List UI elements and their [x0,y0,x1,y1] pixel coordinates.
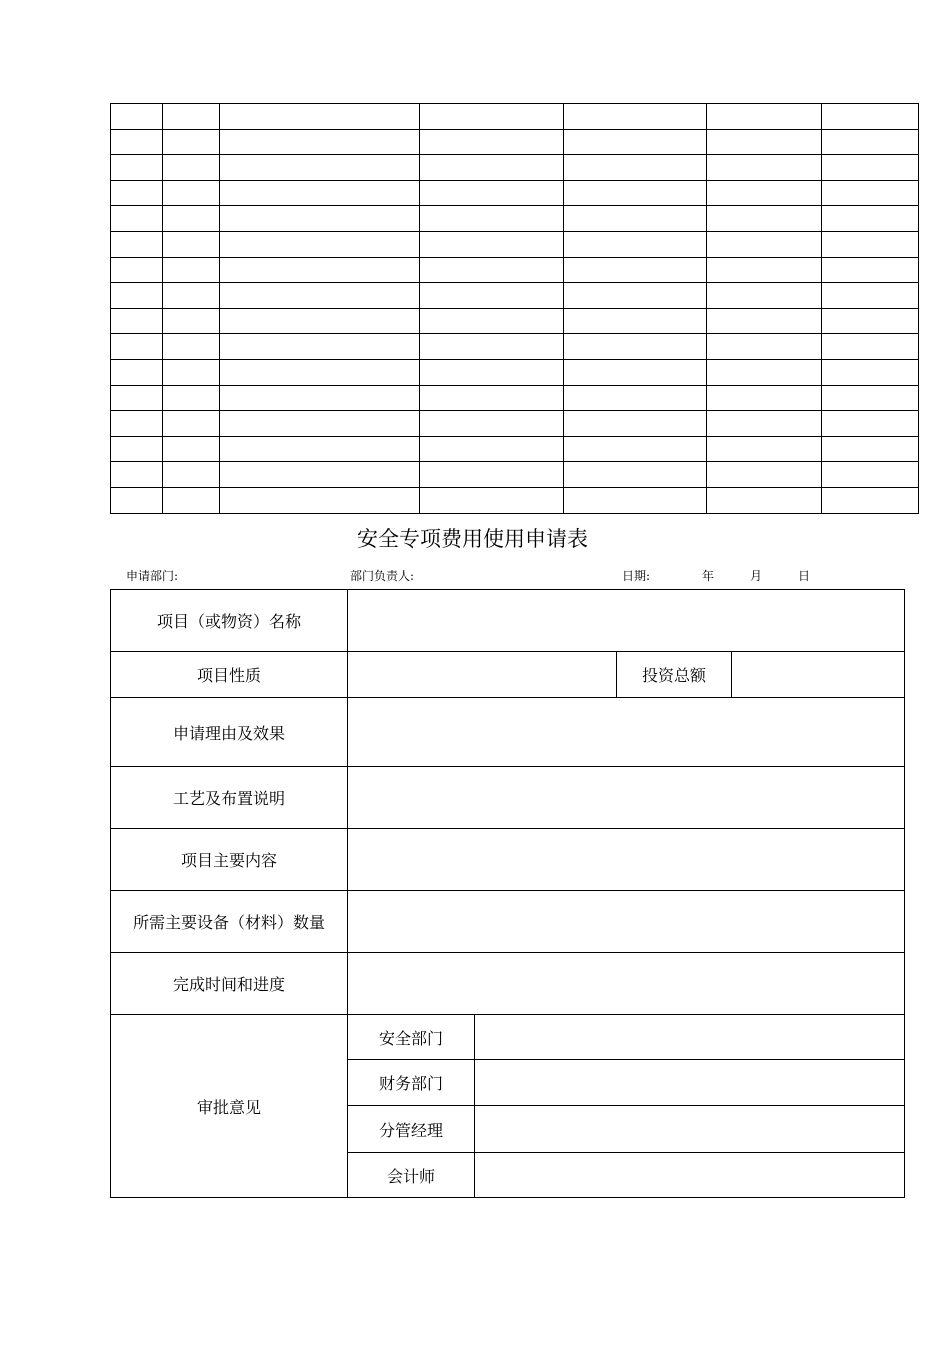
blank-grid-cell [707,359,822,385]
blank-grid-cell [707,180,822,206]
approver-accountant-label: 会计师 [348,1153,475,1198]
blank-grid-cell [822,180,919,206]
blank-grid-cell [564,334,707,360]
dept-head-label: 部门负责人: [350,569,415,583]
blank-grid-cell [707,231,822,257]
blank-grid-cell [420,334,564,360]
blank-grid-cell [822,104,919,130]
blank-grid-cell [822,283,919,309]
blank-grid-cell [163,104,220,130]
blank-grid-cell [111,385,163,411]
blank-grid-cell [163,385,220,411]
blank-grid-cell [163,359,220,385]
blank-grid-cell [707,283,822,309]
blank-grid-cell [220,129,420,155]
blank-grid-cell [564,206,707,232]
blank-grid-cell [111,104,163,130]
date-day-label: 日 [798,569,811,583]
blank-grid-cell [220,180,420,206]
approver-manager-field[interactable] [475,1106,905,1153]
blank-grid-cell [420,308,564,334]
blank-grid-cell [420,257,564,283]
blank-grid-cell [707,206,822,232]
date-label: 日期: [622,569,651,583]
blank-grid-row [111,231,919,257]
blank-grid-cell [822,334,919,360]
form-title: 安全专项费用使用申请表 [357,527,588,551]
project-name-label: 项目（或物资）名称 [111,590,348,652]
blank-grid-cell [822,487,919,513]
blank-grid-cell [822,206,919,232]
applicant-dept-label: 申请部门: [126,569,179,583]
blank-grid-cell [822,436,919,462]
schedule-label: 完成时间和进度 [111,953,348,1015]
blank-grid-cell [111,308,163,334]
blank-grid-cell [111,436,163,462]
blank-grid-row [111,462,919,488]
schedule-field[interactable] [348,953,905,1015]
reason-field[interactable] [348,698,905,767]
blank-grid-cell [564,359,707,385]
blank-grid-cell [564,129,707,155]
blank-grid-cell [822,155,919,181]
blank-grid-cell [420,104,564,130]
blank-grid-cell [163,231,220,257]
blank-grid-cell [707,155,822,181]
blank-grid-cell [420,180,564,206]
blank-grid-cell [420,487,564,513]
approver-manager-label: 分管经理 [348,1106,475,1153]
blank-grid-cell [163,129,220,155]
blank-grid-cell [822,257,919,283]
blank-grid-cell [420,283,564,309]
approver-finance-label: 财务部门 [348,1060,475,1106]
blank-grid-cell [220,359,420,385]
blank-grid-cell [111,411,163,437]
blank-grid-cell [111,462,163,488]
blank-grid-cell [163,180,220,206]
blank-grid-cell [220,385,420,411]
blank-grid-cell [111,359,163,385]
blank-grid-row [111,308,919,334]
blank-grid-cell [707,257,822,283]
blank-grid-cell [707,385,822,411]
blank-grid-cell [822,359,919,385]
blank-grid-cell [111,487,163,513]
blank-grid-cell [707,308,822,334]
blank-grid-cell [163,283,220,309]
blank-grid-cell [220,231,420,257]
blank-grid-cell [163,411,220,437]
blank-grid-cell [163,257,220,283]
reason-label: 申请理由及效果 [111,698,348,767]
blank-grid-cell [564,436,707,462]
blank-grid-cell [420,385,564,411]
blank-grid-cell [220,487,420,513]
blank-grid-cell [220,257,420,283]
blank-grid-cell [220,206,420,232]
blank-grid-cell [163,308,220,334]
blank-grid-cell [163,334,220,360]
date-year-label: 年 [702,569,715,583]
content-field[interactable] [348,829,905,891]
blank-grid-row [111,359,919,385]
blank-grid-row [111,411,919,437]
blank-grid-cell [111,129,163,155]
blank-grid-row [111,104,919,130]
date-month-label: 月 [750,569,763,583]
approver-accountant-field[interactable] [475,1153,905,1198]
blank-grid-cell [822,411,919,437]
blank-grid-cell [564,385,707,411]
blank-grid-cell [220,334,420,360]
blank-grid-cell [707,436,822,462]
project-nature-field[interactable] [348,652,617,698]
blank-grid-cell [220,411,420,437]
blank-grid-cell [564,462,707,488]
blank-grid-cell [163,487,220,513]
blank-grid-cell [220,436,420,462]
blank-grid-cell [564,308,707,334]
blank-grid-row [111,436,919,462]
equipment-field[interactable] [348,891,905,953]
blank-grid-row [111,257,919,283]
blank-grid-cell [163,436,220,462]
total-investment-field[interactable] [732,652,905,698]
blank-grid-cell [220,283,420,309]
blank-grid-cell [220,104,420,130]
blank-grid-cell [420,359,564,385]
blank-grid-cell [707,104,822,130]
blank-grid-cell [564,104,707,130]
blank-grid-cell [163,206,220,232]
blank-grid-cell [564,231,707,257]
application-form-table [110,589,905,1198]
project-name-field[interactable] [348,590,905,652]
content-label: 项目主要内容 [111,829,348,891]
blank-grid-cell [420,206,564,232]
blank-grid-cell [111,334,163,360]
blank-grid-cell [111,283,163,309]
blank-grid-cell [420,231,564,257]
blank-grid-cell [111,206,163,232]
blank-grid-row [111,334,919,360]
blank-grid-cell [420,462,564,488]
blank-grid-row [111,385,919,411]
blank-grid-cell [111,231,163,257]
total-investment-label: 投资总额 [617,652,732,698]
blank-grid-cell [707,334,822,360]
approval-label: 审批意见 [111,1015,348,1198]
blank-grid-cell [420,155,564,181]
blank-grid-cell [822,462,919,488]
blank-grid-cell [822,231,919,257]
blank-grid-row [111,155,919,181]
blank-grid-cell [564,487,707,513]
blank-grid-cell [111,155,163,181]
blank-grid-cell [707,487,822,513]
blank-grid-cell [420,411,564,437]
process-label: 工艺及布置说明 [111,767,348,829]
blank-grid-cell [564,283,707,309]
blank-grid-cell [564,257,707,283]
blank-grid-cell [163,462,220,488]
blank-grid-cell [822,308,919,334]
blank-grid-cell [220,155,420,181]
blank-grid-cell [707,411,822,437]
blank-grid-cell [707,462,822,488]
blank-grid-cell [822,129,919,155]
blank-grid-cell [111,180,163,206]
blank-grid-row [111,206,919,232]
blank-grid-cell [420,129,564,155]
blank-grid-cell [220,308,420,334]
equipment-label: 所需主要设备（材料）数量 [111,891,348,953]
blank-grid-cell [822,385,919,411]
blank-grid-cell [564,411,707,437]
blank-grid-table [110,103,919,514]
blank-grid-row [111,180,919,206]
blank-grid-row [111,283,919,309]
approver-safety-field[interactable] [475,1015,905,1060]
process-field[interactable] [348,767,905,829]
approver-safety-label: 安全部门 [348,1015,475,1060]
blank-grid-cell [220,462,420,488]
blank-grid-cell [163,155,220,181]
blank-grid-cell [420,436,564,462]
blank-grid-cell [564,180,707,206]
blank-grid-row [111,487,919,513]
approver-finance-field[interactable] [475,1060,905,1106]
blank-grid-row [111,129,919,155]
blank-grid-cell [111,257,163,283]
blank-grid-cell [707,129,822,155]
blank-grid-cell [564,155,707,181]
project-nature-label: 项目性质 [111,652,348,698]
